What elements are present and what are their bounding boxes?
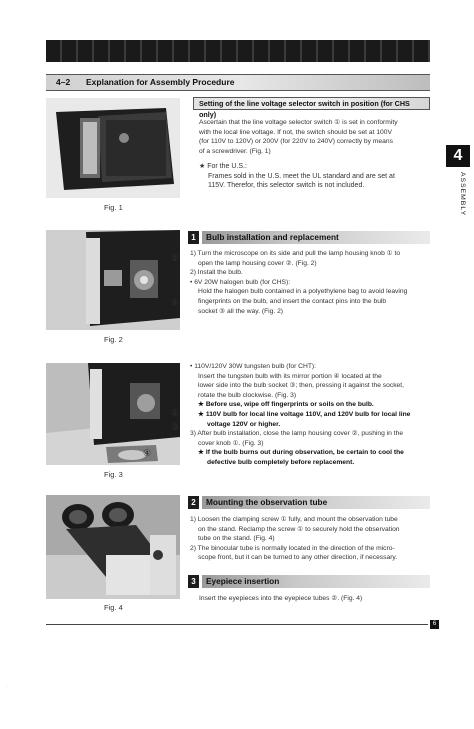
top-decorative-band xyxy=(46,40,430,62)
tube-line: 1) Loosen the clamping screw ① fully, and mount the observation tube xyxy=(190,516,398,523)
bulb-line: 3) After bulb installation, close the lamp housing cover ②, pushing in the xyxy=(190,430,404,438)
bulb-line: socket ③ all the way. (Fig. 2) xyxy=(198,307,284,315)
scan-mark: · xyxy=(6,684,8,690)
eyepiece-section-number: 3 xyxy=(188,575,199,588)
tube-line: 2) The binocular tube is normally located in the direction of the micro- xyxy=(190,544,395,552)
bulb-section-title: Bulb installation and replacement xyxy=(202,231,430,244)
fig3-callout-4: ④ xyxy=(143,448,152,458)
bulb-warning: defective bulb completely before replacement. xyxy=(207,458,355,466)
bulb-line: Hold the halogen bulb contained in a polyethylene bag to avoid leaving xyxy=(198,288,408,296)
bulb-warning: ★ Before use, wipe off fingerprints or soils on the bulb. xyxy=(198,401,374,409)
tube-line: on the stand. Reclamp the screw ① to securely hold the observation xyxy=(198,525,400,533)
fig3-callout-3: ③ xyxy=(171,422,180,432)
bulb-warning: voltage 120V or higher. xyxy=(207,420,281,428)
eyepiece-section-title: Eyepiece insertion xyxy=(202,575,430,588)
bulb-line: cover knob ①. (Fig. 3) xyxy=(198,439,264,447)
observation-tube-illustration xyxy=(46,495,180,599)
section-number: 4–2 xyxy=(56,77,71,87)
lamp-housing-illustration xyxy=(46,230,180,330)
bulb-line: Insert the tungsten bulb with its mirror portion ④ located at the xyxy=(198,372,382,380)
tube-section-title: Mounting the observation tube xyxy=(202,496,430,509)
tube-section-number: 2 xyxy=(188,496,199,509)
microscope-base-illustration xyxy=(46,98,180,198)
eyepiece-section-heading xyxy=(188,575,430,588)
bulb-warning: ★ 110V bulb for local line voltage 110V, and 120V bulb for local line xyxy=(198,410,411,418)
footer-rule xyxy=(46,624,428,625)
bulb-section-heading xyxy=(188,231,430,244)
tube-line: tube on the stand. (Fig. 4) xyxy=(198,535,275,543)
tube-line: scope front, but it can be turned to any other direction, if necessary. xyxy=(198,554,398,562)
section-title: Explanation for Assembly Procedure xyxy=(86,77,235,87)
bulb-line: lower side into the bulb socket ③; then, pressing it against the socket, xyxy=(198,382,404,390)
chapter-tab: 4 xyxy=(446,145,470,167)
bulb-line: 1) Turn the microscope on its side and pull the lamp housing knob ① to xyxy=(190,250,401,257)
figure-2-photo xyxy=(46,230,180,330)
eyepiece-instruction: Insert the eyepieces into the eyepiece tubes ②. (Fig. 4) xyxy=(199,595,363,602)
tube-instructions xyxy=(190,515,431,563)
bulb-line: • 6V 20W halogen bulb (for CHS): xyxy=(190,278,291,286)
figure-3-caption: Fig. 3 xyxy=(104,470,123,479)
bulb-section-number: 1 xyxy=(188,231,199,244)
bulb-line: • 110V/120V 30W tungsten bulb (for CHT): xyxy=(190,363,316,370)
chapter-tab-label: ASSEMBLY xyxy=(459,172,466,217)
us-note xyxy=(199,162,431,191)
bulb-instructions-part2 xyxy=(190,362,431,468)
figure-3-photo xyxy=(46,363,180,465)
voltage-instructions xyxy=(199,118,431,156)
fig2-callout-2: ② xyxy=(171,253,180,263)
figure-2-caption: Fig. 2 xyxy=(104,335,123,344)
fig3-callout-2: ② xyxy=(171,408,180,418)
page-number: 6 xyxy=(430,620,439,629)
us-note-line: 115V. Therefor, this selector switch is not included. xyxy=(208,182,365,190)
section-header-bar xyxy=(46,74,430,91)
voltage-line: Ascertain that the line voltage selector switch ① is set in conformity xyxy=(199,119,398,126)
bulb-line: 2) Install the bulb. xyxy=(190,269,243,277)
bulb-line: fingerprints on the bulb, and insert the contact pins into the bulb xyxy=(198,297,387,305)
bulb-instructions-part1 xyxy=(190,249,431,316)
fig2-callout-1: ① xyxy=(171,297,180,307)
voltage-line: with the local line voltage. If not, the switch should be set at 100V xyxy=(199,128,392,136)
bulb-warning: ★ If the bulb burns out during observation, be certain to cool the xyxy=(198,449,404,457)
figure-4-caption: Fig. 4 xyxy=(104,603,123,612)
us-note-line: Frames sold in the U.S. meet the UL standard and are set at xyxy=(208,172,395,180)
tungsten-bulb-illustration xyxy=(46,363,180,465)
tube-section-heading xyxy=(188,496,430,509)
voltage-line: (for 110V to 120V) or 200V (for 220V to 240V) correctly by means xyxy=(199,138,393,146)
figure-1-caption: Fig. 1 xyxy=(104,203,123,212)
voltage-line: of a screwdriver. (Fig. 1) xyxy=(199,147,271,155)
bulb-line: open the lamp housing cover ②. (Fig. 2) xyxy=(198,259,317,267)
voltage-switch-heading: Setting of the line voltage selector switch in position (for CHS only) xyxy=(193,97,430,110)
bulb-line: rotate the bulb clockwise. (Fig. 3) xyxy=(198,391,297,399)
us-note-title: ★ For the U.S.: xyxy=(199,163,247,170)
figure-1-photo xyxy=(46,98,180,198)
figure-4-photo xyxy=(46,495,180,599)
